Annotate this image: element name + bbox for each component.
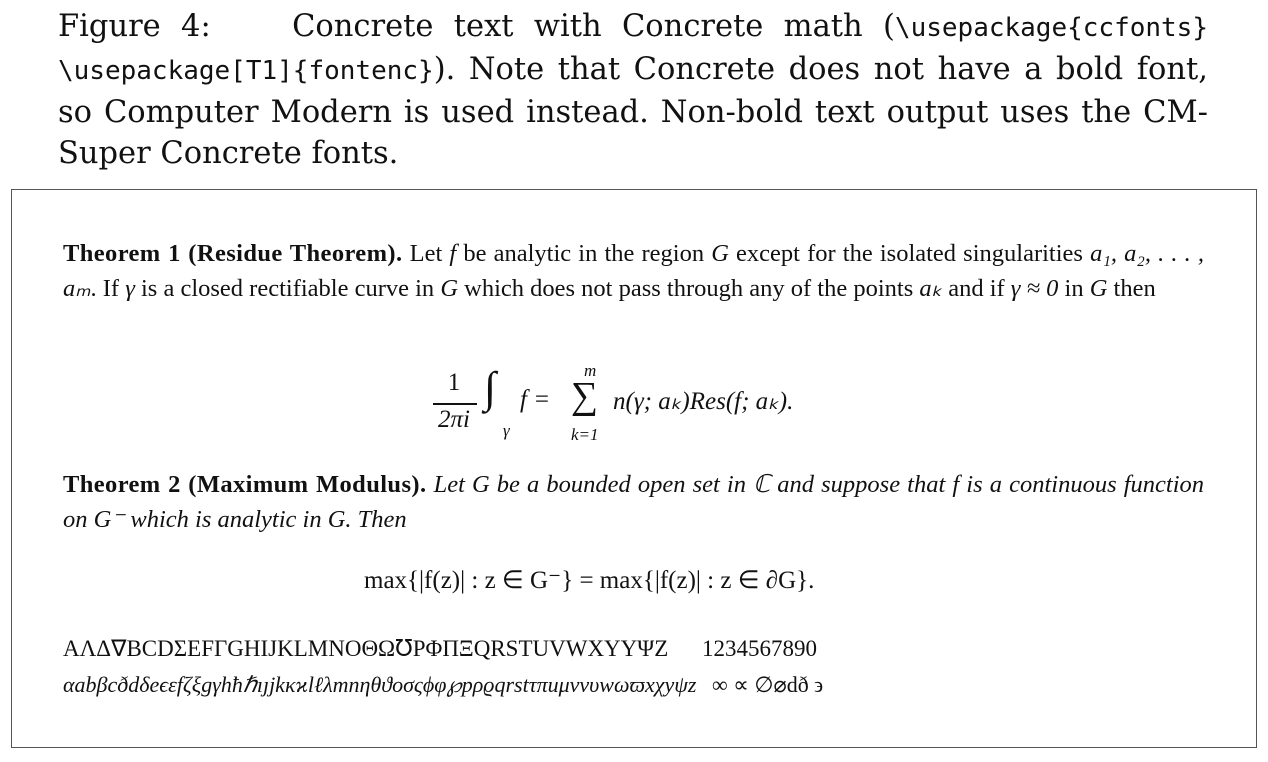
theorem-1-text: except for the isolated singularities	[728, 240, 1091, 267]
lowercase-glyphs: αabβcðdδeϵεfζξgγhħℏıȷjkκϰlℓλmnηθϑoσςϕφ℘pρϱqrstτπuμνvυwωϖxχyψz	[63, 672, 697, 697]
integral-sign: ∫	[484, 363, 497, 412]
sum-upper-limit: m	[584, 361, 597, 380]
caption-text-a: Concrete text with Concrete math (	[292, 9, 895, 44]
math-gamma: γ	[125, 274, 135, 302]
integral-subscript: γ	[503, 421, 510, 440]
math-ak: aₖ	[919, 274, 943, 302]
sum-lower-limit: k=1	[571, 425, 599, 444]
fraction-denominator: 2πi	[438, 406, 470, 433]
theorem-1	[63, 237, 1204, 306]
figure-caption	[58, 6, 1208, 174]
fraction-numerator: 1	[447, 369, 461, 396]
symbol-glyphs: ∞ ∝ ∅⌀dð ϶	[711, 672, 824, 697]
theorem-1-text: in	[1058, 274, 1090, 302]
digit-glyphs: 1234567890	[702, 636, 818, 661]
theorem-1-head: Theorem 1 (Residue Theorem).	[63, 240, 403, 267]
equation-lhs-tail: f =	[520, 386, 551, 413]
theorem-1-text: then	[1107, 274, 1156, 302]
caption-code-ccfonts: \usepackage{ccfonts}	[894, 13, 1208, 43]
theorem-1-text: and if	[942, 274, 1011, 302]
math-gamma-approx: γ ≈ 0	[1010, 274, 1059, 302]
math-singularities: a₁, a₂, . . . , aₘ	[63, 240, 1204, 302]
caption-code-fontenc: \usepackage[T1]{fontenc}	[58, 56, 434, 86]
theorem-1-text: . If	[90, 274, 126, 302]
theorem-1-text: is a closed rectifiable curve in	[134, 274, 441, 302]
theorem-2	[63, 468, 1204, 537]
math-G: G	[1089, 274, 1108, 302]
equation-maximum-modulus: max{|f(z)| : z ∈ G⁻} = max{|f(z)| : z ∈ ∂G}.	[364, 567, 815, 594]
caption-text-b: ). Note that Concrete does not have a bold font, so Computer Modern is used instead. Non-bold text output uses the CM-Super Concrete fonts.	[58, 52, 1208, 171]
glyph-row-upper	[63, 636, 817, 662]
math-G: G	[440, 274, 459, 302]
math-f: f	[449, 240, 457, 267]
theorem-1-text: Let	[409, 240, 450, 267]
figure-label: Figure 4:	[58, 9, 211, 44]
theorem-2-text: Let G be a bounded open set in ℂ and suppose that f is a continuous function on G⁻ which is analytic in G. Then	[63, 471, 1205, 533]
math-G: G	[711, 240, 729, 267]
theorem-2-head: Theorem 2 (Maximum Modulus).	[63, 471, 427, 498]
fraction-bar	[433, 403, 477, 405]
glyph-row-lower	[63, 672, 823, 698]
uppercase-glyphs: AΛΔ∇BCDΣEFΓGHIJKLMNOΘΩ℧PΦΠΞQRSTUVWXYΥΨZ	[63, 636, 669, 661]
theorem-1-text: be analytic in the region	[456, 240, 712, 267]
equation-rhs: n(γ; aₖ)Res(f; aₖ).	[613, 388, 794, 415]
summation-sign: ∑	[571, 375, 599, 417]
theorem-1-text: which does not pass through any of the points	[458, 274, 920, 302]
